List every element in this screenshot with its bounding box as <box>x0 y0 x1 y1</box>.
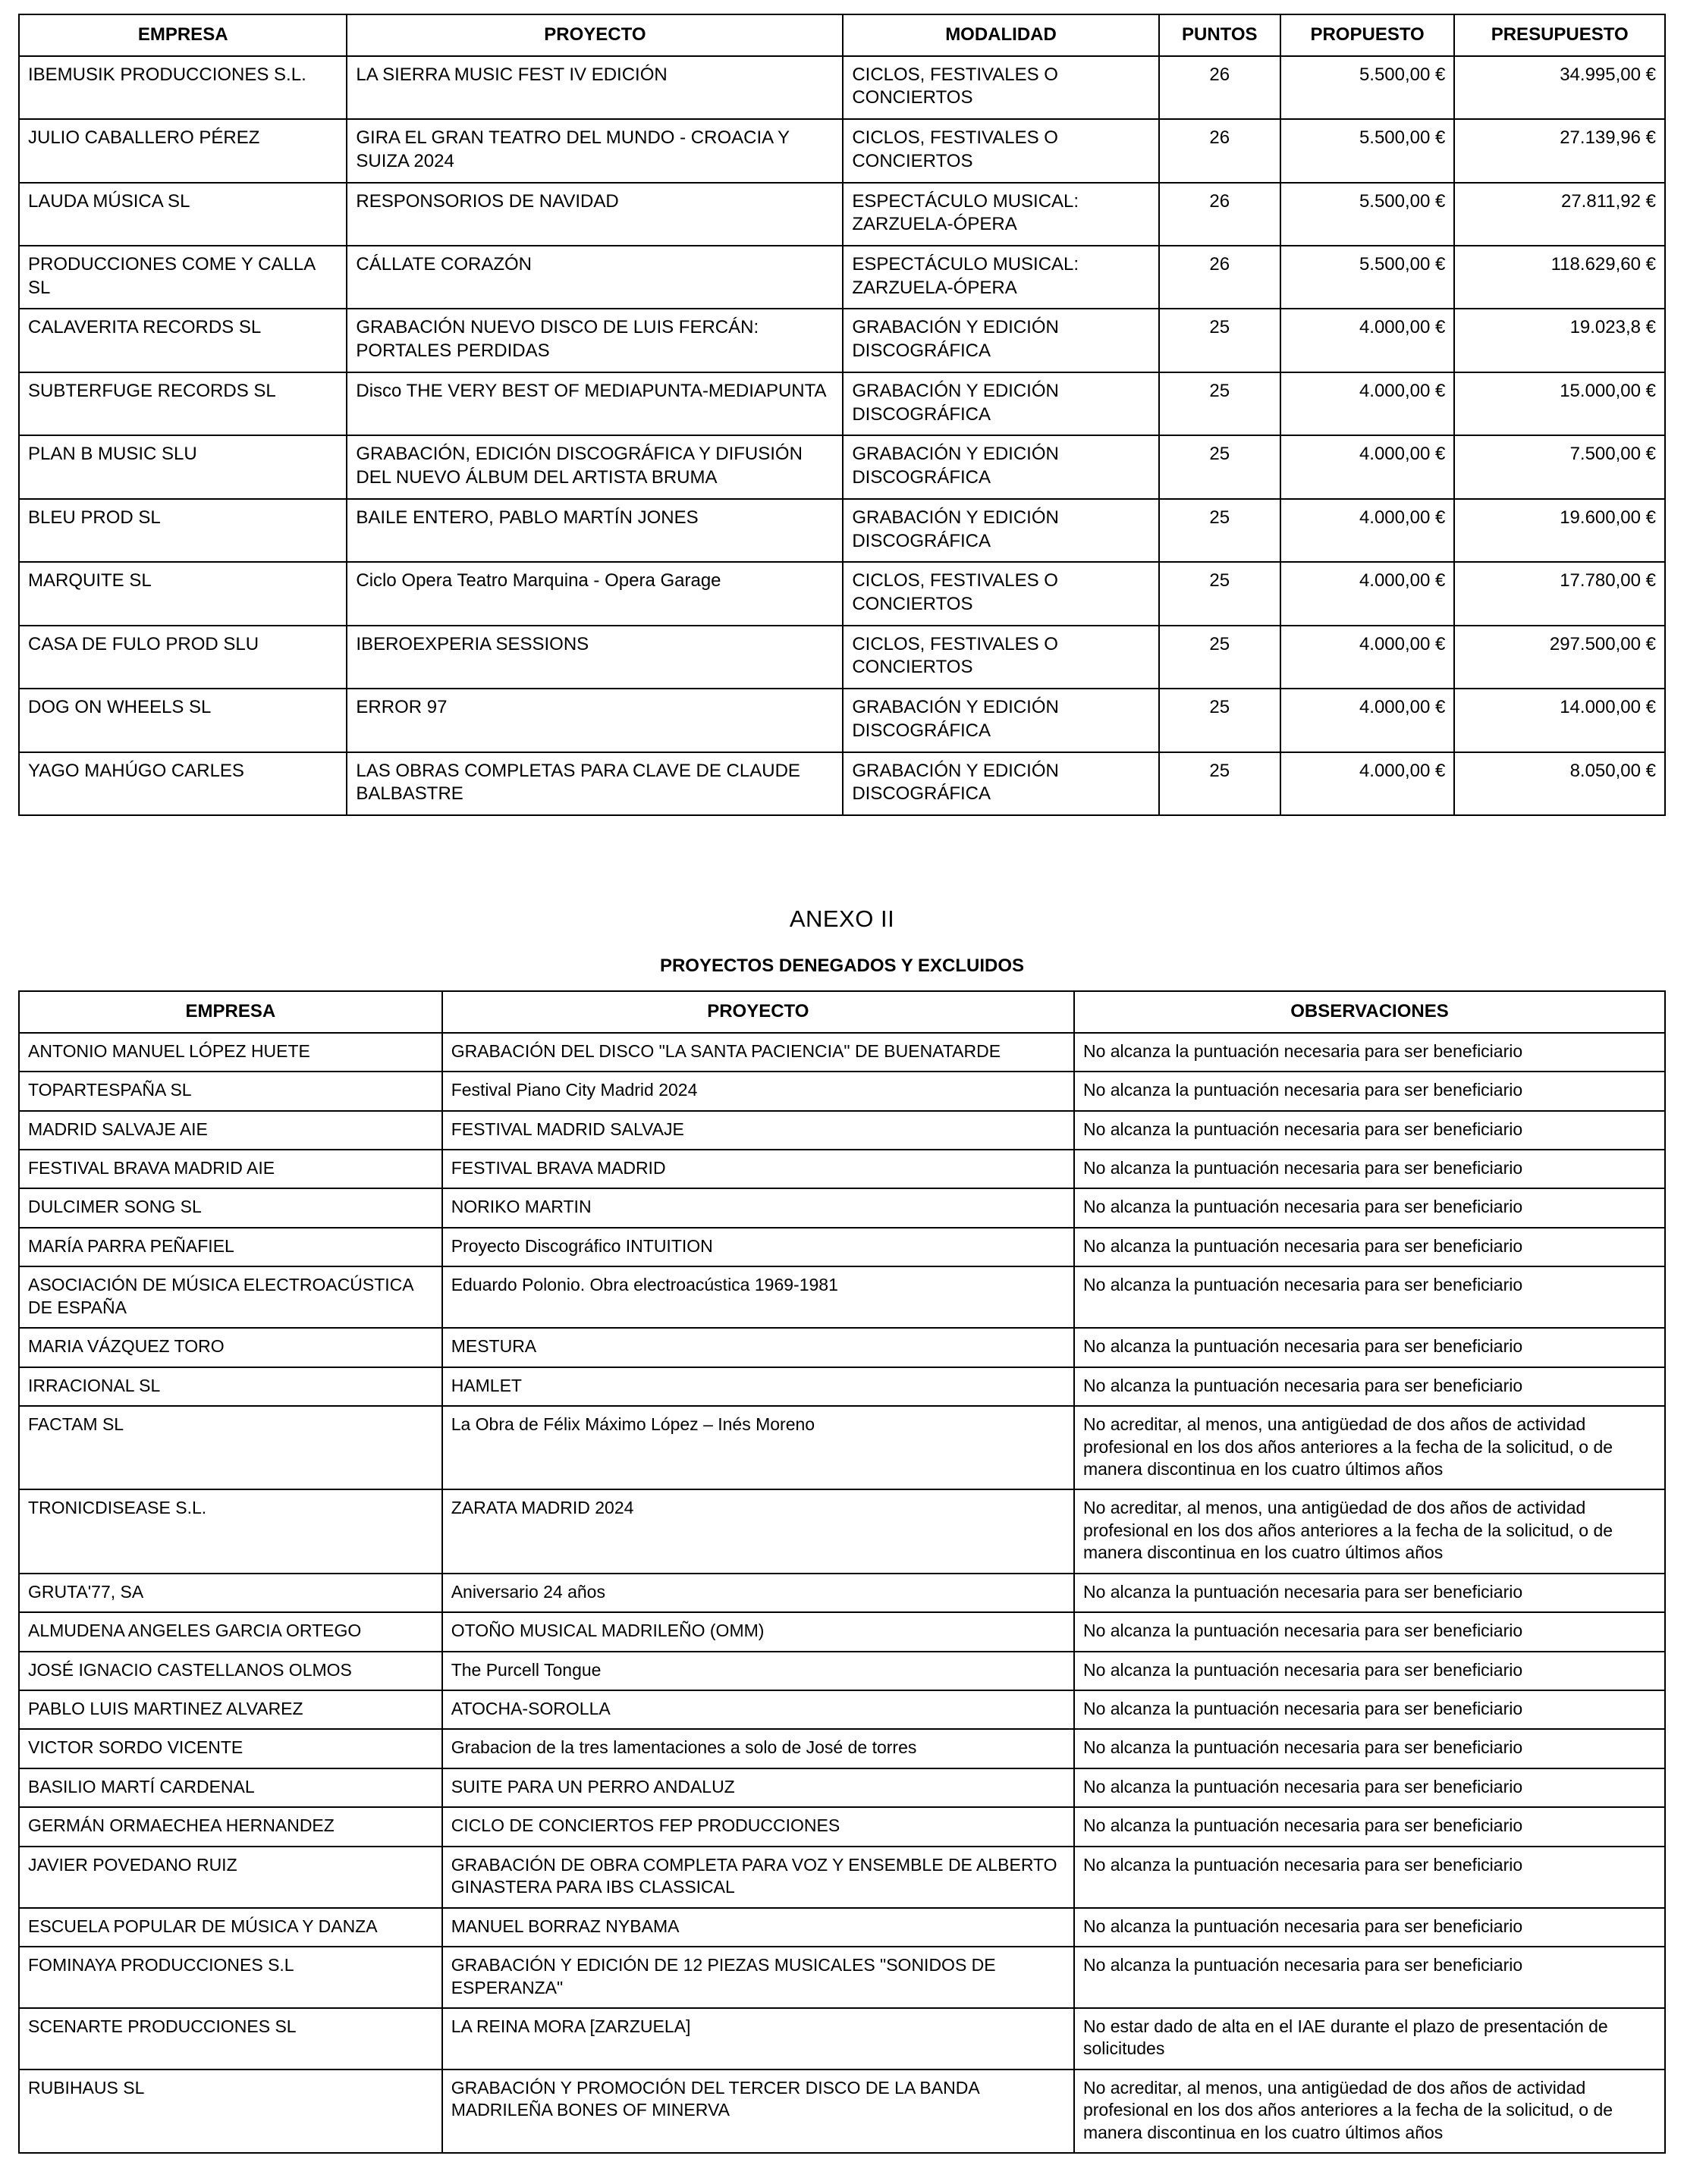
cell-empresa: TRONICDISEASE S.L. <box>19 1489 442 1573</box>
cell-empresa: BLEU PROD SL <box>19 499 347 562</box>
cell-empresa: TOPARTESPAÑA SL <box>19 1072 442 1110</box>
cell-presupuesto: 34.995,00 € <box>1454 56 1665 119</box>
cell-empresa: MARIA VÁZQUEZ TORO <box>19 1328 442 1367</box>
cell-presupuesto: 7.500,00 € <box>1454 435 1665 498</box>
table-row <box>19 56 1665 119</box>
table-row <box>19 499 1665 562</box>
cell-puntos: 25 <box>1159 309 1280 372</box>
cell-propuesto: 4.000,00 € <box>1280 689 1455 752</box>
cell-empresa: PRODUCCIONES COME Y CALLA SL <box>19 246 347 309</box>
cell-modalidad: GRABACIÓN Y EDICIÓN DISCOGRÁFICA <box>843 689 1158 752</box>
cell-modalidad: CICLOS, FESTIVALES O CONCIERTOS <box>843 56 1158 119</box>
cell-observaciones: No estar dado de alta en el IAE durante el plazo de presentación de solicitudes <box>1074 2008 1665 2069</box>
cell-propuesto: 5.500,00 € <box>1280 183 1455 246</box>
cell-empresa: ESCUELA POPULAR DE MÚSICA Y DANZA <box>19 1908 442 1947</box>
cell-proyecto: LA SIERRA MUSIC FEST IV EDICIÓN <box>347 56 843 119</box>
cell-propuesto: 4.000,00 € <box>1280 435 1455 498</box>
cell-proyecto: La Obra de Félix Máximo López – Inés Moreno <box>442 1406 1074 1489</box>
table-row <box>19 1768 1665 1807</box>
cell-empresa: MADRID SALVAJE AIE <box>19 1111 442 1150</box>
table-row <box>19 1908 1665 1947</box>
cell-empresa: FOMINAYA PRODUCCIONES S.L <box>19 1947 442 2008</box>
cell-presupuesto: 17.780,00 € <box>1454 562 1665 625</box>
cell-empresa: CALAVERITA RECORDS SL <box>19 309 347 372</box>
cell-proyecto: MANUEL BORRAZ NYBAMA <box>442 1908 1074 1947</box>
cell-proyecto: Disco THE VERY BEST OF MEDIAPUNTA-MEDIAPUNTA <box>347 372 843 435</box>
cell-proyecto: RESPONSORIOS DE NAVIDAD <box>347 183 843 246</box>
table-row <box>19 1367 1665 1406</box>
table-row <box>19 246 1665 309</box>
column-header-modalidad: MODALIDAD <box>843 14 1158 56</box>
cell-empresa: LAUDA MÚSICA SL <box>19 183 347 246</box>
cell-presupuesto: 19.600,00 € <box>1454 499 1665 562</box>
table-row <box>19 689 1665 752</box>
cell-propuesto: 4.000,00 € <box>1280 499 1455 562</box>
table-row <box>19 1807 1665 1846</box>
cell-observaciones: No acreditar, al menos, una antigüedad de dos años de actividad profesional en los dos años anteriores a la fecha de la solicitud, o de manera discontinua en los cuatro últimos años <box>1074 2069 1665 2153</box>
table-row <box>19 372 1665 435</box>
table-row <box>19 1033 1665 1072</box>
cell-empresa: RUBIHAUS SL <box>19 2069 442 2153</box>
rejected-projects-table <box>18 990 1666 2154</box>
table-header-row <box>19 991 1665 1033</box>
cell-empresa: MARÍA PARRA PEÑAFIEL <box>19 1228 442 1266</box>
column-header-propuesto: PROPUESTO <box>1280 14 1455 56</box>
cell-empresa: SCENARTE PRODUCCIONES SL <box>19 2008 442 2069</box>
cell-presupuesto: 27.811,92 € <box>1454 183 1665 246</box>
cell-proyecto: The Purcell Tongue <box>442 1652 1074 1690</box>
cell-puntos: 25 <box>1159 372 1280 435</box>
cell-observaciones: No alcanza la puntuación necesaria para ser beneficiario <box>1074 1328 1665 1367</box>
cell-proyecto: CÁLLATE CORAZÓN <box>347 246 843 309</box>
table-row <box>19 309 1665 372</box>
table-row <box>19 1111 1665 1150</box>
cell-proyecto: GRABACIÓN DE OBRA COMPLETA PARA VOZ Y ENSEMBLE DE ALBERTO GINASTERA PARA IBS CLASSICAL <box>442 1847 1074 1908</box>
cell-presupuesto: 14.000,00 € <box>1454 689 1665 752</box>
cell-proyecto: ATOCHA-SOROLLA <box>442 1690 1074 1729</box>
cell-empresa: JULIO CABALLERO PÉREZ <box>19 119 347 182</box>
table-row <box>19 1574 1665 1612</box>
column-header-presupuesto: PRESUPUESTO <box>1454 14 1665 56</box>
cell-proyecto: Eduardo Polonio. Obra electroacústica 1969-1981 <box>442 1266 1074 1328</box>
cell-empresa: VICTOR SORDO VICENTE <box>19 1729 442 1768</box>
cell-presupuesto: 15.000,00 € <box>1454 372 1665 435</box>
cell-empresa: JOSÉ IGNACIO CASTELLANOS OLMOS <box>19 1652 442 1690</box>
cell-observaciones: No alcanza la puntuación necesaria para ser beneficiario <box>1074 1367 1665 1406</box>
table-row <box>19 1072 1665 1110</box>
table-row <box>19 752 1665 815</box>
cell-observaciones: No alcanza la puntuación necesaria para ser beneficiario <box>1074 1690 1665 1729</box>
cell-observaciones: No alcanza la puntuación necesaria para ser beneficiario <box>1074 1266 1665 1328</box>
cell-puntos: 25 <box>1159 435 1280 498</box>
cell-presupuesto: 297.500,00 € <box>1454 626 1665 689</box>
cell-proyecto: IBEROEXPERIA SESSIONS <box>347 626 843 689</box>
column-header-empresa: EMPRESA <box>19 991 442 1033</box>
cell-presupuesto: 19.023,8 € <box>1454 309 1665 372</box>
cell-empresa: GERMÁN ORMAECHEA HERNANDEZ <box>19 1807 442 1846</box>
cell-propuesto: 4.000,00 € <box>1280 562 1455 625</box>
cell-modalidad: GRABACIÓN Y EDICIÓN DISCOGRÁFICA <box>843 309 1158 372</box>
cell-propuesto: 4.000,00 € <box>1280 309 1455 372</box>
cell-puntos: 25 <box>1159 752 1280 815</box>
cell-proyecto: Proyecto Discográfico INTUITION <box>442 1228 1074 1266</box>
cell-proyecto: FESTIVAL MADRID SALVAJE <box>442 1111 1074 1150</box>
cell-proyecto: GRABACIÓN NUEVO DISCO DE LUIS FERCÁN: PORTALES PERDIDAS <box>347 309 843 372</box>
table-row <box>19 1947 1665 2008</box>
cell-propuesto: 5.500,00 € <box>1280 56 1455 119</box>
cell-empresa: DOG ON WHEELS SL <box>19 689 347 752</box>
cell-empresa: CASA DE FULO PROD SLU <box>19 626 347 689</box>
table-header-row <box>19 14 1665 56</box>
cell-puntos: 25 <box>1159 499 1280 562</box>
cell-modalidad: GRABACIÓN Y EDICIÓN DISCOGRÁFICA <box>843 435 1158 498</box>
cell-propuesto: 4.000,00 € <box>1280 626 1455 689</box>
cell-modalidad: ESPECTÁCULO MUSICAL: ZARZUELA-ÓPERA <box>843 183 1158 246</box>
cell-observaciones: No alcanza la puntuación necesaria para ser beneficiario <box>1074 1188 1665 1227</box>
anexo-ii-title: ANEXO II <box>789 905 895 932</box>
cell-presupuesto: 118.629,60 € <box>1454 246 1665 309</box>
cell-proyecto: LA REINA MORA [ZARZUELA] <box>442 2008 1074 2069</box>
cell-proyecto: Grabacion de la tres lamentaciones a solo de José de torres <box>442 1729 1074 1768</box>
column-header-proyecto: PROYECTO <box>442 991 1074 1033</box>
cell-modalidad: ESPECTÁCULO MUSICAL: ZARZUELA-ÓPERA <box>843 246 1158 309</box>
cell-modalidad: CICLOS, FESTIVALES O CONCIERTOS <box>843 562 1158 625</box>
cell-empresa: SUBTERFUGE RECORDS SL <box>19 372 347 435</box>
cell-propuesto: 5.500,00 € <box>1280 119 1455 182</box>
cell-observaciones: No alcanza la puntuación necesaria para ser beneficiario <box>1074 1652 1665 1690</box>
cell-modalidad: GRABACIÓN Y EDICIÓN DISCOGRÁFICA <box>843 499 1158 562</box>
cell-observaciones: No acreditar, al menos, una antigüedad de dos años de actividad profesional en los dos años anteriores a la fecha de la solicitud, o de manera discontinua en los cuatro últimos años <box>1074 1489 1665 1573</box>
cell-proyecto: FESTIVAL BRAVA MADRID <box>442 1150 1074 1188</box>
table-row <box>19 2069 1665 2153</box>
cell-proyecto: Aniversario 24 años <box>442 1574 1074 1612</box>
cell-empresa: GRUTA'77, SA <box>19 1574 442 1612</box>
cell-empresa: PABLO LUIS MARTINEZ ALVAREZ <box>19 1690 442 1729</box>
cell-observaciones: No alcanza la puntuación necesaria para ser beneficiario <box>1074 1807 1665 1846</box>
cell-proyecto: BAILE ENTERO, PABLO MARTÍN JONES <box>347 499 843 562</box>
cell-observaciones: No alcanza la puntuación necesaria para ser beneficiario <box>1074 1768 1665 1807</box>
cell-observaciones: No alcanza la puntuación necesaria para ser beneficiario <box>1074 1847 1665 1908</box>
cell-proyecto: CICLO DE CONCIERTOS FEP PRODUCCIONES <box>442 1807 1074 1846</box>
cell-puntos: 25 <box>1159 689 1280 752</box>
cell-proyecto: LAS OBRAS COMPLETAS PARA CLAVE DE CLAUDE BALBASTRE <box>347 752 843 815</box>
cell-puntos: 26 <box>1159 56 1280 119</box>
anexo-ii-subtitle: PROYECTOS DENEGADOS Y EXCLUIDOS <box>659 955 1025 976</box>
cell-observaciones: No alcanza la puntuación necesaria para ser beneficiario <box>1074 1150 1665 1188</box>
cell-proyecto: OTOÑO MUSICAL MADRILEÑO (OMM) <box>442 1612 1074 1651</box>
cell-observaciones: No alcanza la puntuación necesaria para ser beneficiario <box>1074 1111 1665 1150</box>
cell-observaciones: No alcanza la puntuación necesaria para ser beneficiario <box>1074 1033 1665 1072</box>
cell-empresa: MARQUITE SL <box>19 562 347 625</box>
cell-proyecto: GRABACIÓN, EDICIÓN DISCOGRÁFICA Y DIFUSIÓN DEL NUEVO ÁLBUM DEL ARTISTA BRUMA <box>347 435 843 498</box>
cell-puntos: 26 <box>1159 246 1280 309</box>
cell-observaciones: No alcanza la puntuación necesaria para ser beneficiario <box>1074 1729 1665 1768</box>
cell-puntos: 25 <box>1159 562 1280 625</box>
table-row <box>19 1847 1665 1908</box>
cell-observaciones: No alcanza la puntuación necesaria para ser beneficiario <box>1074 1228 1665 1266</box>
table-row <box>19 1690 1665 1729</box>
cell-proyecto: GIRA EL GRAN TEATRO DEL MUNDO - CROACIA Y SUIZA 2024 <box>347 119 843 182</box>
cell-empresa: PLAN B MUSIC SLU <box>19 435 347 498</box>
cell-modalidad: GRABACIÓN Y EDICIÓN DISCOGRÁFICA <box>843 752 1158 815</box>
cell-puntos: 25 <box>1159 626 1280 689</box>
cell-proyecto: Ciclo Opera Teatro Marquina - Opera Garage <box>347 562 843 625</box>
cell-proyecto: Festival Piano City Madrid 2024 <box>442 1072 1074 1110</box>
cell-propuesto: 4.000,00 € <box>1280 752 1455 815</box>
cell-puntos: 26 <box>1159 183 1280 246</box>
table-row <box>19 1188 1665 1227</box>
cell-empresa: DULCIMER SONG SL <box>19 1188 442 1227</box>
column-header-puntos: PUNTOS <box>1159 14 1280 56</box>
cell-empresa: ANTONIO MANUEL LÓPEZ HUETE <box>19 1033 442 1072</box>
table-row <box>19 2008 1665 2069</box>
cell-modalidad: CICLOS, FESTIVALES O CONCIERTOS <box>843 119 1158 182</box>
cell-observaciones: No alcanza la puntuación necesaria para ser beneficiario <box>1074 1574 1665 1612</box>
cell-propuesto: 4.000,00 € <box>1280 372 1455 435</box>
cell-observaciones: No acreditar, al menos, una antigüedad de dos años de actividad profesional en los dos años anteriores a la fecha de la solicitud, o de manera discontinua en los cuatro últimos años <box>1074 1406 1665 1489</box>
table-row <box>19 626 1665 689</box>
cell-observaciones: No alcanza la puntuación necesaria para ser beneficiario <box>1074 1908 1665 1947</box>
cell-modalidad: GRABACIÓN Y EDICIÓN DISCOGRÁFICA <box>843 372 1158 435</box>
table-row <box>19 1328 1665 1367</box>
cell-empresa: YAGO MAHÚGO CARLES <box>19 752 347 815</box>
cell-observaciones: No alcanza la puntuación necesaria para ser beneficiario <box>1074 1612 1665 1651</box>
table-row <box>19 435 1665 498</box>
table-row <box>19 1729 1665 1768</box>
cell-proyecto: SUITE PARA UN PERRO ANDALUZ <box>442 1768 1074 1807</box>
cell-modalidad: CICLOS, FESTIVALES O CONCIERTOS <box>843 626 1158 689</box>
cell-empresa: JAVIER POVEDANO RUIZ <box>19 1847 442 1908</box>
cell-empresa: IRRACIONAL SL <box>19 1367 442 1406</box>
table-row <box>19 1406 1665 1489</box>
table-row <box>19 1266 1665 1328</box>
cell-empresa: BASILIO MARTÍ CARDENAL <box>19 1768 442 1807</box>
cell-proyecto: GRABACIÓN Y EDICIÓN DE 12 PIEZAS MUSICALES "SONIDOS DE ESPERANZA" <box>442 1947 1074 2008</box>
cell-observaciones: No alcanza la puntuación necesaria para ser beneficiario <box>1074 1072 1665 1110</box>
cell-empresa: ALMUDENA ANGELES GARCIA ORTEGO <box>19 1612 442 1651</box>
cell-proyecto: HAMLET <box>442 1367 1074 1406</box>
section-spacer <box>18 816 1666 905</box>
cell-empresa: IBEMUSIK PRODUCCIONES S.L. <box>19 56 347 119</box>
approved-projects-table <box>18 14 1666 816</box>
cell-empresa: ASOCIACIÓN DE MÚSICA ELECTROACÚSTICA DE ESPAÑA <box>19 1266 442 1328</box>
cell-propuesto: 5.500,00 € <box>1280 246 1455 309</box>
cell-proyecto: MESTURA <box>442 1328 1074 1367</box>
column-header-empresa: EMPRESA <box>19 14 347 56</box>
column-header-proyecto: PROYECTO <box>347 14 843 56</box>
cell-proyecto: NORIKO MARTIN <box>442 1188 1074 1227</box>
cell-puntos: 26 <box>1159 119 1280 182</box>
table-row <box>19 119 1665 182</box>
table-row <box>19 562 1665 625</box>
cell-proyecto: ERROR 97 <box>347 689 843 752</box>
table-row <box>19 183 1665 246</box>
column-header-observaciones: OBSERVACIONES <box>1074 991 1665 1033</box>
cell-proyecto: GRABACIÓN DEL DISCO "LA SANTA PACIENCIA" DE BUENATARDE <box>442 1033 1074 1072</box>
cell-proyecto: GRABACIÓN Y PROMOCIÓN DEL TERCER DISCO DE LA BANDA MADRILEÑA BONES OF MINERVA <box>442 2069 1074 2153</box>
cell-presupuesto: 8.050,00 € <box>1454 752 1665 815</box>
cell-observaciones: No alcanza la puntuación necesaria para ser beneficiario <box>1074 1947 1665 2008</box>
cell-empresa: FACTAM SL <box>19 1406 442 1489</box>
table-row <box>19 1489 1665 1573</box>
table-row <box>19 1652 1665 1690</box>
cell-empresa: FESTIVAL BRAVA MADRID AIE <box>19 1150 442 1188</box>
table-row <box>19 1612 1665 1651</box>
cell-presupuesto: 27.139,96 € <box>1454 119 1665 182</box>
table-row <box>19 1150 1665 1188</box>
table-row <box>19 1228 1665 1266</box>
cell-proyecto: ZARATA MADRID 2024 <box>442 1489 1074 1573</box>
